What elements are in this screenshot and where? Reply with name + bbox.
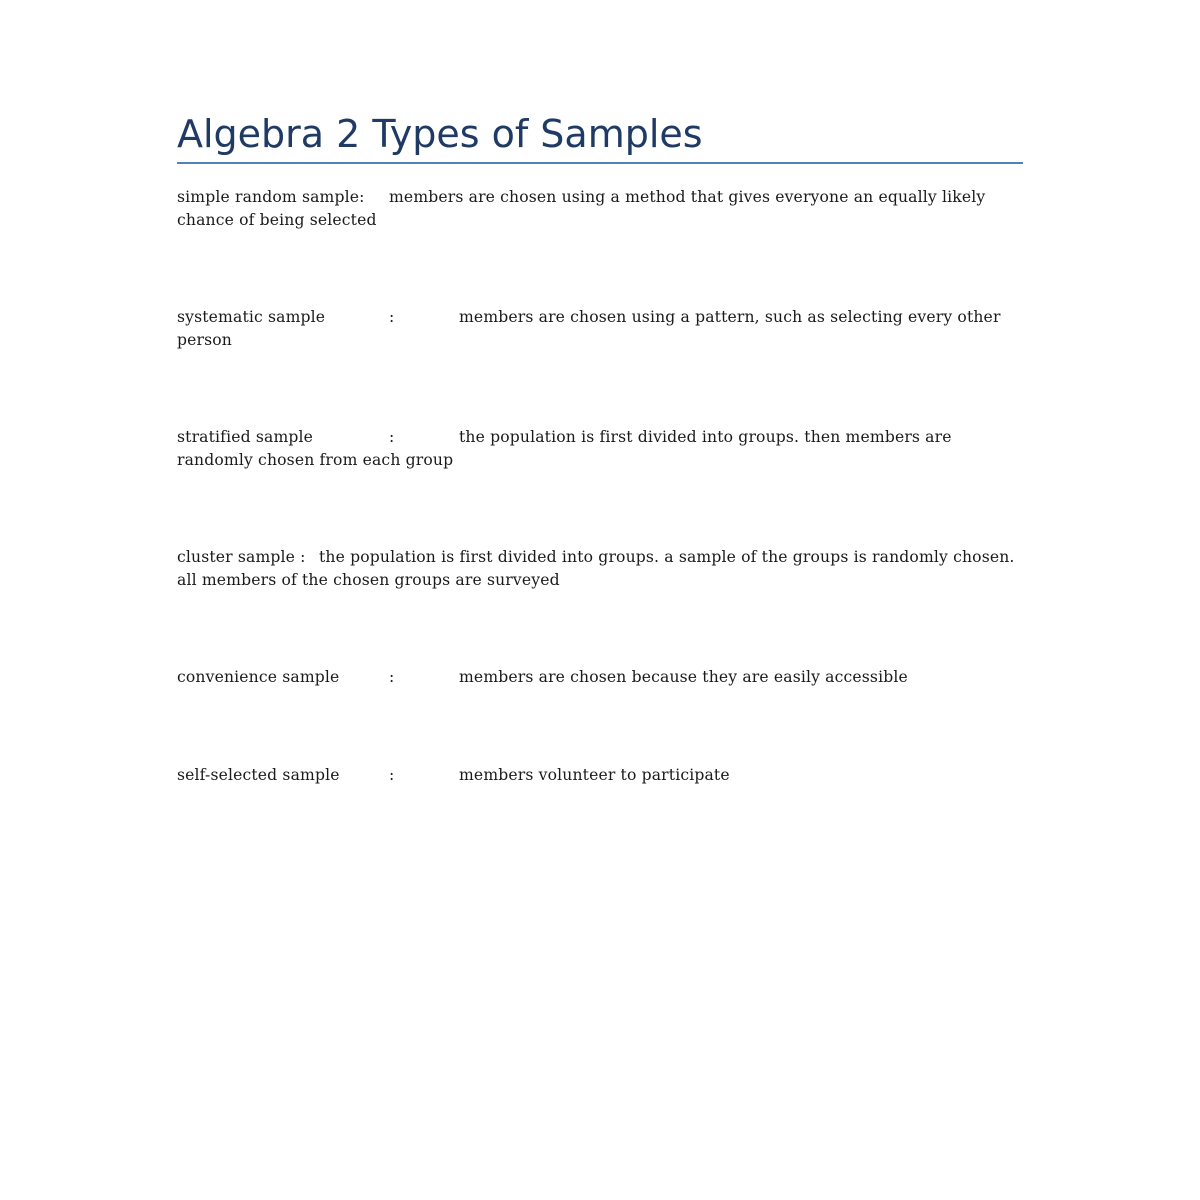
entry-definition: members volunteer to participate [459, 766, 730, 784]
entry-term: systematic sample [177, 308, 326, 326]
entry-definition: members are chosen using a method that gives everyone an equally likely chance of being selected [177, 188, 986, 229]
entry-separator: : [300, 548, 306, 566]
entry-term: convenience sample [177, 668, 340, 686]
definition-entry-systematic [177, 306, 1023, 352]
entry-definition: members are chosen using a pattern, such as selecting every other person [177, 308, 1001, 349]
entry-term-text: cluster sample [177, 548, 296, 566]
definition-entry-simple-random [177, 186, 1023, 232]
title-underline-rule [177, 162, 1023, 164]
entry-term-text: simple random sample [177, 188, 360, 206]
entry-term: self-selected sample [177, 766, 340, 784]
entry-separator: : [359, 188, 365, 206]
entry-separator: : [389, 428, 395, 446]
entry-definition: the population is first divided into groups. then members are randomly chosen from each group [177, 428, 952, 469]
entry-term: stratified sample [177, 428, 314, 446]
document-title: Algebra 2 Types of Samples [177, 112, 703, 156]
entry-separator: : [389, 668, 395, 686]
entry-term [177, 546, 319, 569]
definition-entry-cluster [177, 546, 1023, 592]
entry-separator: : [389, 308, 395, 326]
entry-definition: members are chosen because they are easily accessible [459, 668, 908, 686]
definition-entry-convenience [177, 666, 1023, 689]
entry-term [177, 186, 389, 209]
entry-definition: the population is first divided into groups. a sample of the groups is randomly chosen. all members of the chosen groups are surveyed [177, 548, 1015, 589]
definition-entry-stratified [177, 426, 1023, 472]
definition-entry-self-selected [177, 764, 1023, 787]
entry-separator: : [389, 766, 395, 784]
